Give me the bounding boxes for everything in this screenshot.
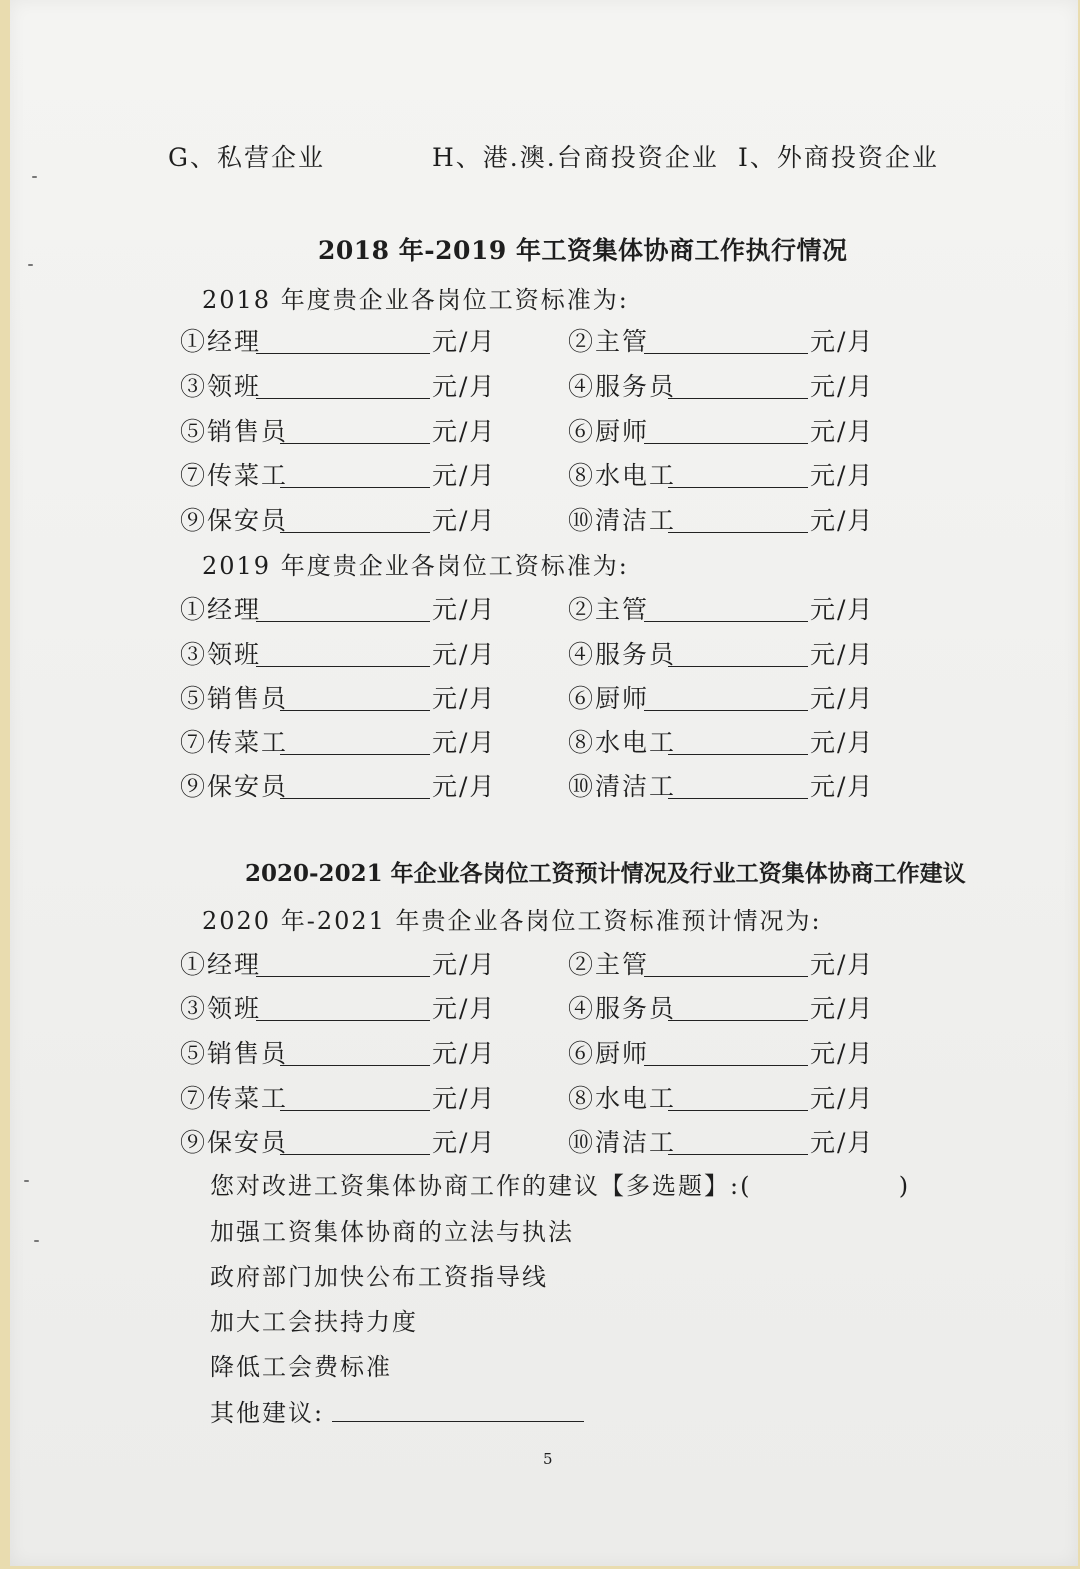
position-label: ④服务员 [568, 994, 677, 1023]
unit-label: 元/月 [432, 506, 497, 535]
wage-entry [568, 412, 888, 446]
wage-amount-blank[interactable] [668, 798, 808, 799]
scan-mark [32, 176, 37, 178]
unit-label: 元/月 [432, 595, 497, 624]
unit-label: 元/月 [432, 461, 497, 490]
unit-label: 元/月 [810, 994, 875, 1023]
wage-amount-blank[interactable] [668, 1110, 808, 1111]
position-label: ⑦传菜工 [180, 1084, 289, 1113]
wage-entry [568, 1034, 888, 1068]
scan-mark [28, 264, 33, 266]
wage-row [180, 456, 880, 490]
wage-entry [180, 456, 510, 490]
wage-amount-blank[interactable] [280, 1110, 430, 1111]
document-page [10, 0, 1078, 1566]
unit-label: 元/月 [810, 772, 875, 801]
wage-amount-blank[interactable] [280, 710, 430, 711]
unit-label: 元/月 [810, 1084, 875, 1113]
wage-amount-blank[interactable] [644, 1065, 808, 1066]
wage-amount-blank[interactable] [280, 798, 430, 799]
unit-label: 元/月 [432, 950, 497, 979]
wage-entry [180, 590, 510, 624]
wage-entry [568, 1079, 888, 1113]
option-foreign-enterprise[interactable]: I、外商投资企业 [738, 143, 939, 172]
unit-label: 元/月 [432, 327, 497, 356]
position-label: ①经理 [180, 950, 262, 979]
position-label: ⑧水电工 [568, 1084, 677, 1113]
position-label: ③领班 [180, 994, 262, 1023]
wage-amount-blank[interactable] [256, 621, 430, 622]
wage-amount-blank[interactable] [256, 976, 430, 977]
position-label: ⑤销售员 [180, 417, 289, 446]
position-label: ⑥厨师 [568, 1039, 650, 1068]
option-hk-macao-taiwan-enterprise[interactable]: H、港.澳.台商投资企业 [432, 143, 719, 172]
position-label: ④服务员 [568, 372, 677, 401]
unit-label: 元/月 [810, 417, 875, 446]
wage-entry [568, 322, 888, 356]
position-label: ②主管 [568, 950, 650, 979]
wage-amount-blank[interactable] [668, 1154, 808, 1155]
unit-label: 元/月 [810, 595, 875, 624]
position-label: ⑥厨师 [568, 417, 650, 446]
wage-amount-blank[interactable] [668, 754, 808, 755]
wage-row [180, 590, 880, 624]
position-label: ⑩清洁工 [568, 506, 677, 535]
wage-amount-blank[interactable] [256, 666, 430, 667]
unit-label: 元/月 [432, 417, 497, 446]
wage-amount-blank[interactable] [668, 1020, 808, 1021]
position-label: ⑥厨师 [568, 684, 650, 713]
wage-entry [568, 945, 888, 979]
position-label: ⑨保安员 [180, 772, 289, 801]
position-label: ⑦传菜工 [180, 728, 289, 757]
unit-label: 元/月 [432, 1128, 497, 1157]
unit-label: 元/月 [810, 1128, 875, 1157]
wage-row [180, 635, 880, 669]
option-private-enterprise[interactable]: G、私营企业 [168, 143, 325, 172]
wage-amount-blank[interactable] [644, 976, 808, 977]
wage-amount-blank[interactable] [668, 532, 808, 533]
position-label: ⑤销售员 [180, 1039, 289, 1068]
wage-entry [568, 723, 888, 757]
wage-amount-blank[interactable] [256, 398, 430, 399]
position-label: ③领班 [180, 640, 262, 669]
unit-label: 元/月 [810, 327, 875, 356]
wage-entry [568, 367, 888, 401]
wage-entry [180, 635, 510, 669]
wage-row [180, 1034, 880, 1068]
wage-entry [568, 635, 888, 669]
wage-entry [568, 590, 888, 624]
wage-amount-blank[interactable] [280, 532, 430, 533]
section-title-2020-2021: 2020-2021 年企业各岗位工资预计情况及行业工资集体协商工作建议 [245, 860, 966, 887]
wage-entry [568, 679, 888, 713]
wage-row [180, 322, 880, 356]
wage-amount-blank[interactable] [668, 487, 808, 488]
position-label: ④服务员 [568, 640, 677, 669]
suggestion-option-1[interactable]: 加强工资集体协商的立法与执法 [210, 1218, 574, 1246]
wage-entry [568, 456, 888, 490]
wage-entry [180, 1034, 510, 1068]
wage-entry [568, 501, 888, 535]
other-suggestion-label: 其他建议: [210, 1399, 325, 1427]
intro-2018: 2018 年度贵企业各岗位工资标准为: [202, 286, 629, 314]
unit-label: 元/月 [810, 506, 875, 535]
wage-amount-blank[interactable] [256, 353, 430, 354]
wage-amount-blank[interactable] [280, 754, 430, 755]
wage-entry [180, 1079, 510, 1113]
wage-row [180, 989, 880, 1023]
unit-label: 元/月 [810, 684, 875, 713]
suggestion-option-3[interactable]: 加大工会扶持力度 [210, 1308, 418, 1336]
suggestion-option-4[interactable]: 降低工会费标准 [210, 1353, 392, 1381]
wage-row [180, 723, 880, 757]
unit-label: 元/月 [432, 1084, 497, 1113]
wage-entry [568, 767, 888, 801]
unit-label: 元/月 [810, 728, 875, 757]
position-label: ⑧水电工 [568, 728, 677, 757]
position-label: ③领班 [180, 372, 262, 401]
suggestion-close-paren: ) [898, 1172, 911, 1200]
position-label: ①经理 [180, 327, 262, 356]
wage-row [180, 1123, 880, 1157]
wage-row [180, 367, 880, 401]
wage-entry [568, 989, 888, 1023]
wage-amount-blank[interactable] [280, 1065, 430, 1066]
wage-amount-blank[interactable] [644, 353, 808, 354]
wage-entry [180, 679, 510, 713]
page-number: 5 [543, 1450, 553, 1468]
wage-entry [180, 501, 510, 535]
position-label: ⑩清洁工 [568, 1128, 677, 1157]
wage-row [180, 501, 880, 535]
wage-amount-blank[interactable] [256, 1020, 430, 1021]
wage-amount-blank[interactable] [644, 710, 808, 711]
wage-row [180, 767, 880, 801]
other-suggestion-blank[interactable] [332, 1421, 584, 1422]
wage-amount-blank[interactable] [280, 443, 430, 444]
wage-amount-blank[interactable] [644, 443, 808, 444]
unit-label: 元/月 [432, 1039, 497, 1068]
wage-amount-blank[interactable] [280, 487, 430, 488]
unit-label: 元/月 [810, 461, 875, 490]
suggestion-option-2[interactable]: 政府部门加快公布工资指导线 [210, 1263, 548, 1291]
unit-label: 元/月 [810, 1039, 875, 1068]
unit-label: 元/月 [432, 728, 497, 757]
wage-row [180, 945, 880, 979]
suggestion-question [210, 1166, 910, 1201]
scan-mark [34, 1240, 39, 1242]
wage-amount-blank[interactable] [280, 1154, 430, 1155]
position-label: ⑧水电工 [568, 461, 677, 490]
intro-2019: 2019 年度贵企业各岗位工资标准为: [202, 552, 629, 580]
unit-label: 元/月 [432, 640, 497, 669]
wage-entry [568, 1123, 888, 1157]
scan-mark [24, 1180, 29, 1182]
unit-label: 元/月 [432, 994, 497, 1023]
intro-2020-2021: 2020 年-2021 年贵企业各岗位工资标准预计情况为: [202, 907, 822, 935]
wage-entry [180, 412, 510, 446]
wage-entry [180, 1123, 510, 1157]
wage-amount-blank[interactable] [668, 398, 808, 399]
section-title-2018-2019: 2018 年-2019 年工资集体协商工作执行情况 [318, 236, 848, 265]
wage-row [180, 679, 880, 713]
unit-label: 元/月 [810, 640, 875, 669]
wage-amount-blank[interactable] [668, 666, 808, 667]
position-label: ⑦传菜工 [180, 461, 289, 490]
wage-entry [180, 723, 510, 757]
wage-row [180, 1079, 880, 1113]
suggestion-question-text: 您对改进工资集体协商工作的建议【多选题】:( [210, 1172, 752, 1200]
position-label: ⑤销售员 [180, 684, 289, 713]
position-label: ⑩清洁工 [568, 772, 677, 801]
position-label: ②主管 [568, 595, 650, 624]
unit-label: 元/月 [432, 772, 497, 801]
wage-amount-blank[interactable] [644, 621, 808, 622]
unit-label: 元/月 [432, 684, 497, 713]
wage-entry [180, 989, 510, 1023]
wage-entry [180, 767, 510, 801]
position-label: ⑨保安员 [180, 1128, 289, 1157]
unit-label: 元/月 [432, 372, 497, 401]
wage-entry [180, 945, 510, 979]
position-label: ②主管 [568, 327, 650, 356]
unit-label: 元/月 [810, 372, 875, 401]
unit-label: 元/月 [810, 950, 875, 979]
wage-entry [180, 322, 510, 356]
position-label: ①经理 [180, 595, 262, 624]
wage-entry [180, 367, 510, 401]
wage-row [180, 412, 880, 446]
position-label: ⑨保安员 [180, 506, 289, 535]
